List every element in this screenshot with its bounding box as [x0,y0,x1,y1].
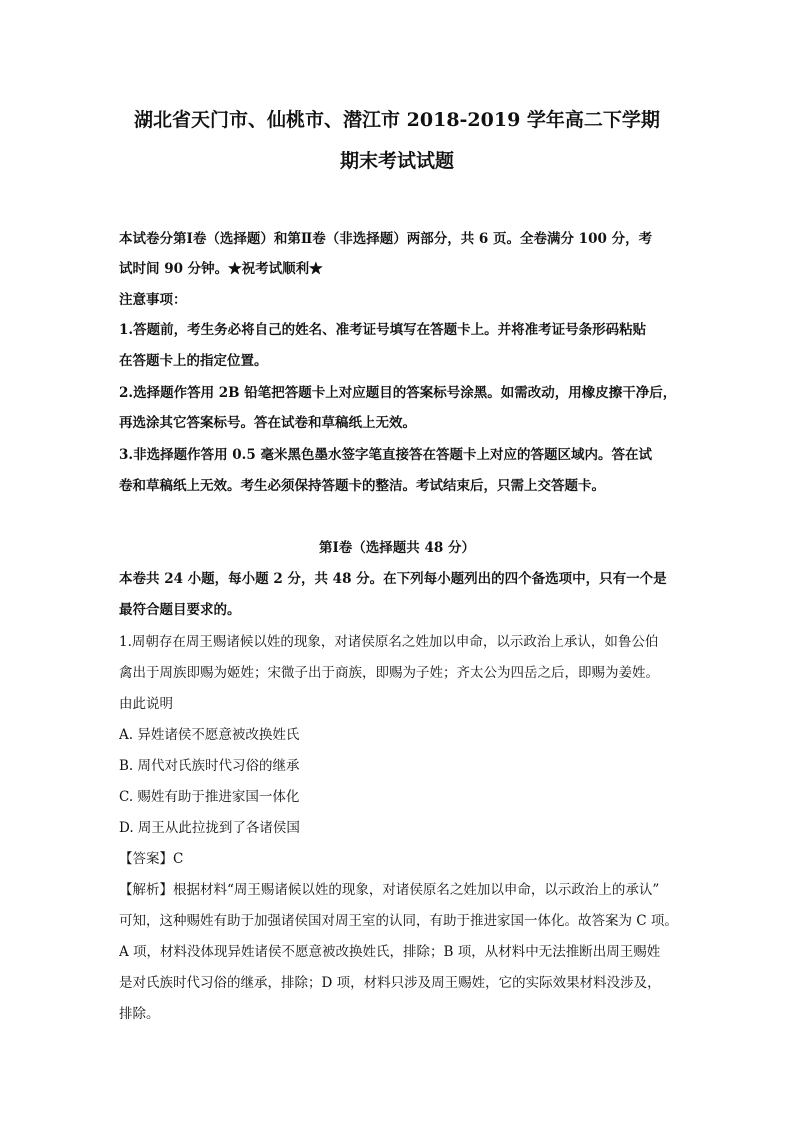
notes-item1-line2: 在答题卡上的指定位置。 [119,353,268,369]
notes-heading: 注意事项： [119,292,187,308]
q1-option-c: C. 赐姓有助于推进家国一体化 [119,789,300,805]
notes-item2-line2: 再选涂其它答案标号。答在试卷和草稿纸上无效。 [119,415,416,431]
q1-analysis-line5: 排除。 [119,1006,160,1022]
section1-instr-line2: 最符合题目要求的。 [119,602,241,618]
notes-item2-line1: 2.选择题作答用 2B 铅笔把答题卡上对应题目的答案标号涂黑。如需改动，用橡皮擦干净后， [119,385,677,401]
q1-stem-line3: 由此说明 [119,696,173,712]
q1-stem-line2: 禽出于周族即赐为姬姓；宋微子出于商族，即赐为子姓；齐太公为四岳之后，即赐为姜姓。 [119,665,659,681]
q1-analysis-line1: 【解析】根据材料“周王赐诸候以姓的现象，对诸侯原名之姓加以申命，以示政治上的承认” [119,882,660,898]
section1-title: 第Ⅰ卷（选择题共 48 分） [318,540,475,556]
q1-answer: 【答案】C [119,851,184,867]
notes-item1-line1: 1.答题前，考生务必将自己的姓名、准考证号填写在答题卡上。并将准考证号条形码粘贴 [119,322,647,338]
intro-line1: 本试卷分第Ⅰ卷（选择题）和第Ⅱ卷（非选择题）两部分，共 6 页。全卷满分 100 分，考 [119,231,653,247]
q1-option-d: D. 周王从此拉拢到了各诸侯国 [119,820,300,836]
q1-option-b: B. 周代对氏族时代习俗的继承 [119,758,300,774]
q1-analysis-line3: A 项，材料没体现异姓诸侯不愿意被改换姓氏，排除；B 项，从材料中无法推断出周王赐姓 [119,944,661,960]
section1-instr-line1: 本卷共 24 小题，每小题 2 分，共 48 分。在下列每小题列出的四个备选项中，只有一个是 [119,571,667,587]
notes-item3-line1: 3.非选择题作答用 0.5 毫米黑色墨水签字笔直接答在答题卡上对应的答题区域内。答在试 [119,447,652,463]
document-title-line1: 湖北省天门市、仙桃市、潜江市 2018-2019 学年高二下学期 [134,109,660,131]
q1-analysis-line2: 可知，这种赐姓有助于加强诸侯国对周王室的认同，有助于推进家国一体化。故答案为 C 项。 [119,913,678,929]
document-title-line2: 期末考试试题 [339,150,454,172]
q1-stem-line1: 1.周朝存在周王赐诸候以姓的现象，对诸侯原名之姓加以申命，以示政治上承认，如鲁公伯 [119,634,659,650]
q1-analysis-line4: 是对氏族时代习俗的继承，排除；D 项，材料只涉及周王赐姓，它的实际效果材料没涉及， [119,975,661,991]
q1-option-a: A. 异姓诸侯不愿意被改换姓氏 [119,727,300,743]
notes-item3-line2: 卷和草稿纸上无效。考生必须保持答题卡的整洁。考试结束后，只需上交答题卡。 [119,478,605,494]
intro-line2: 试时间 90 分钟。★祝考试顺利★ [119,261,323,277]
